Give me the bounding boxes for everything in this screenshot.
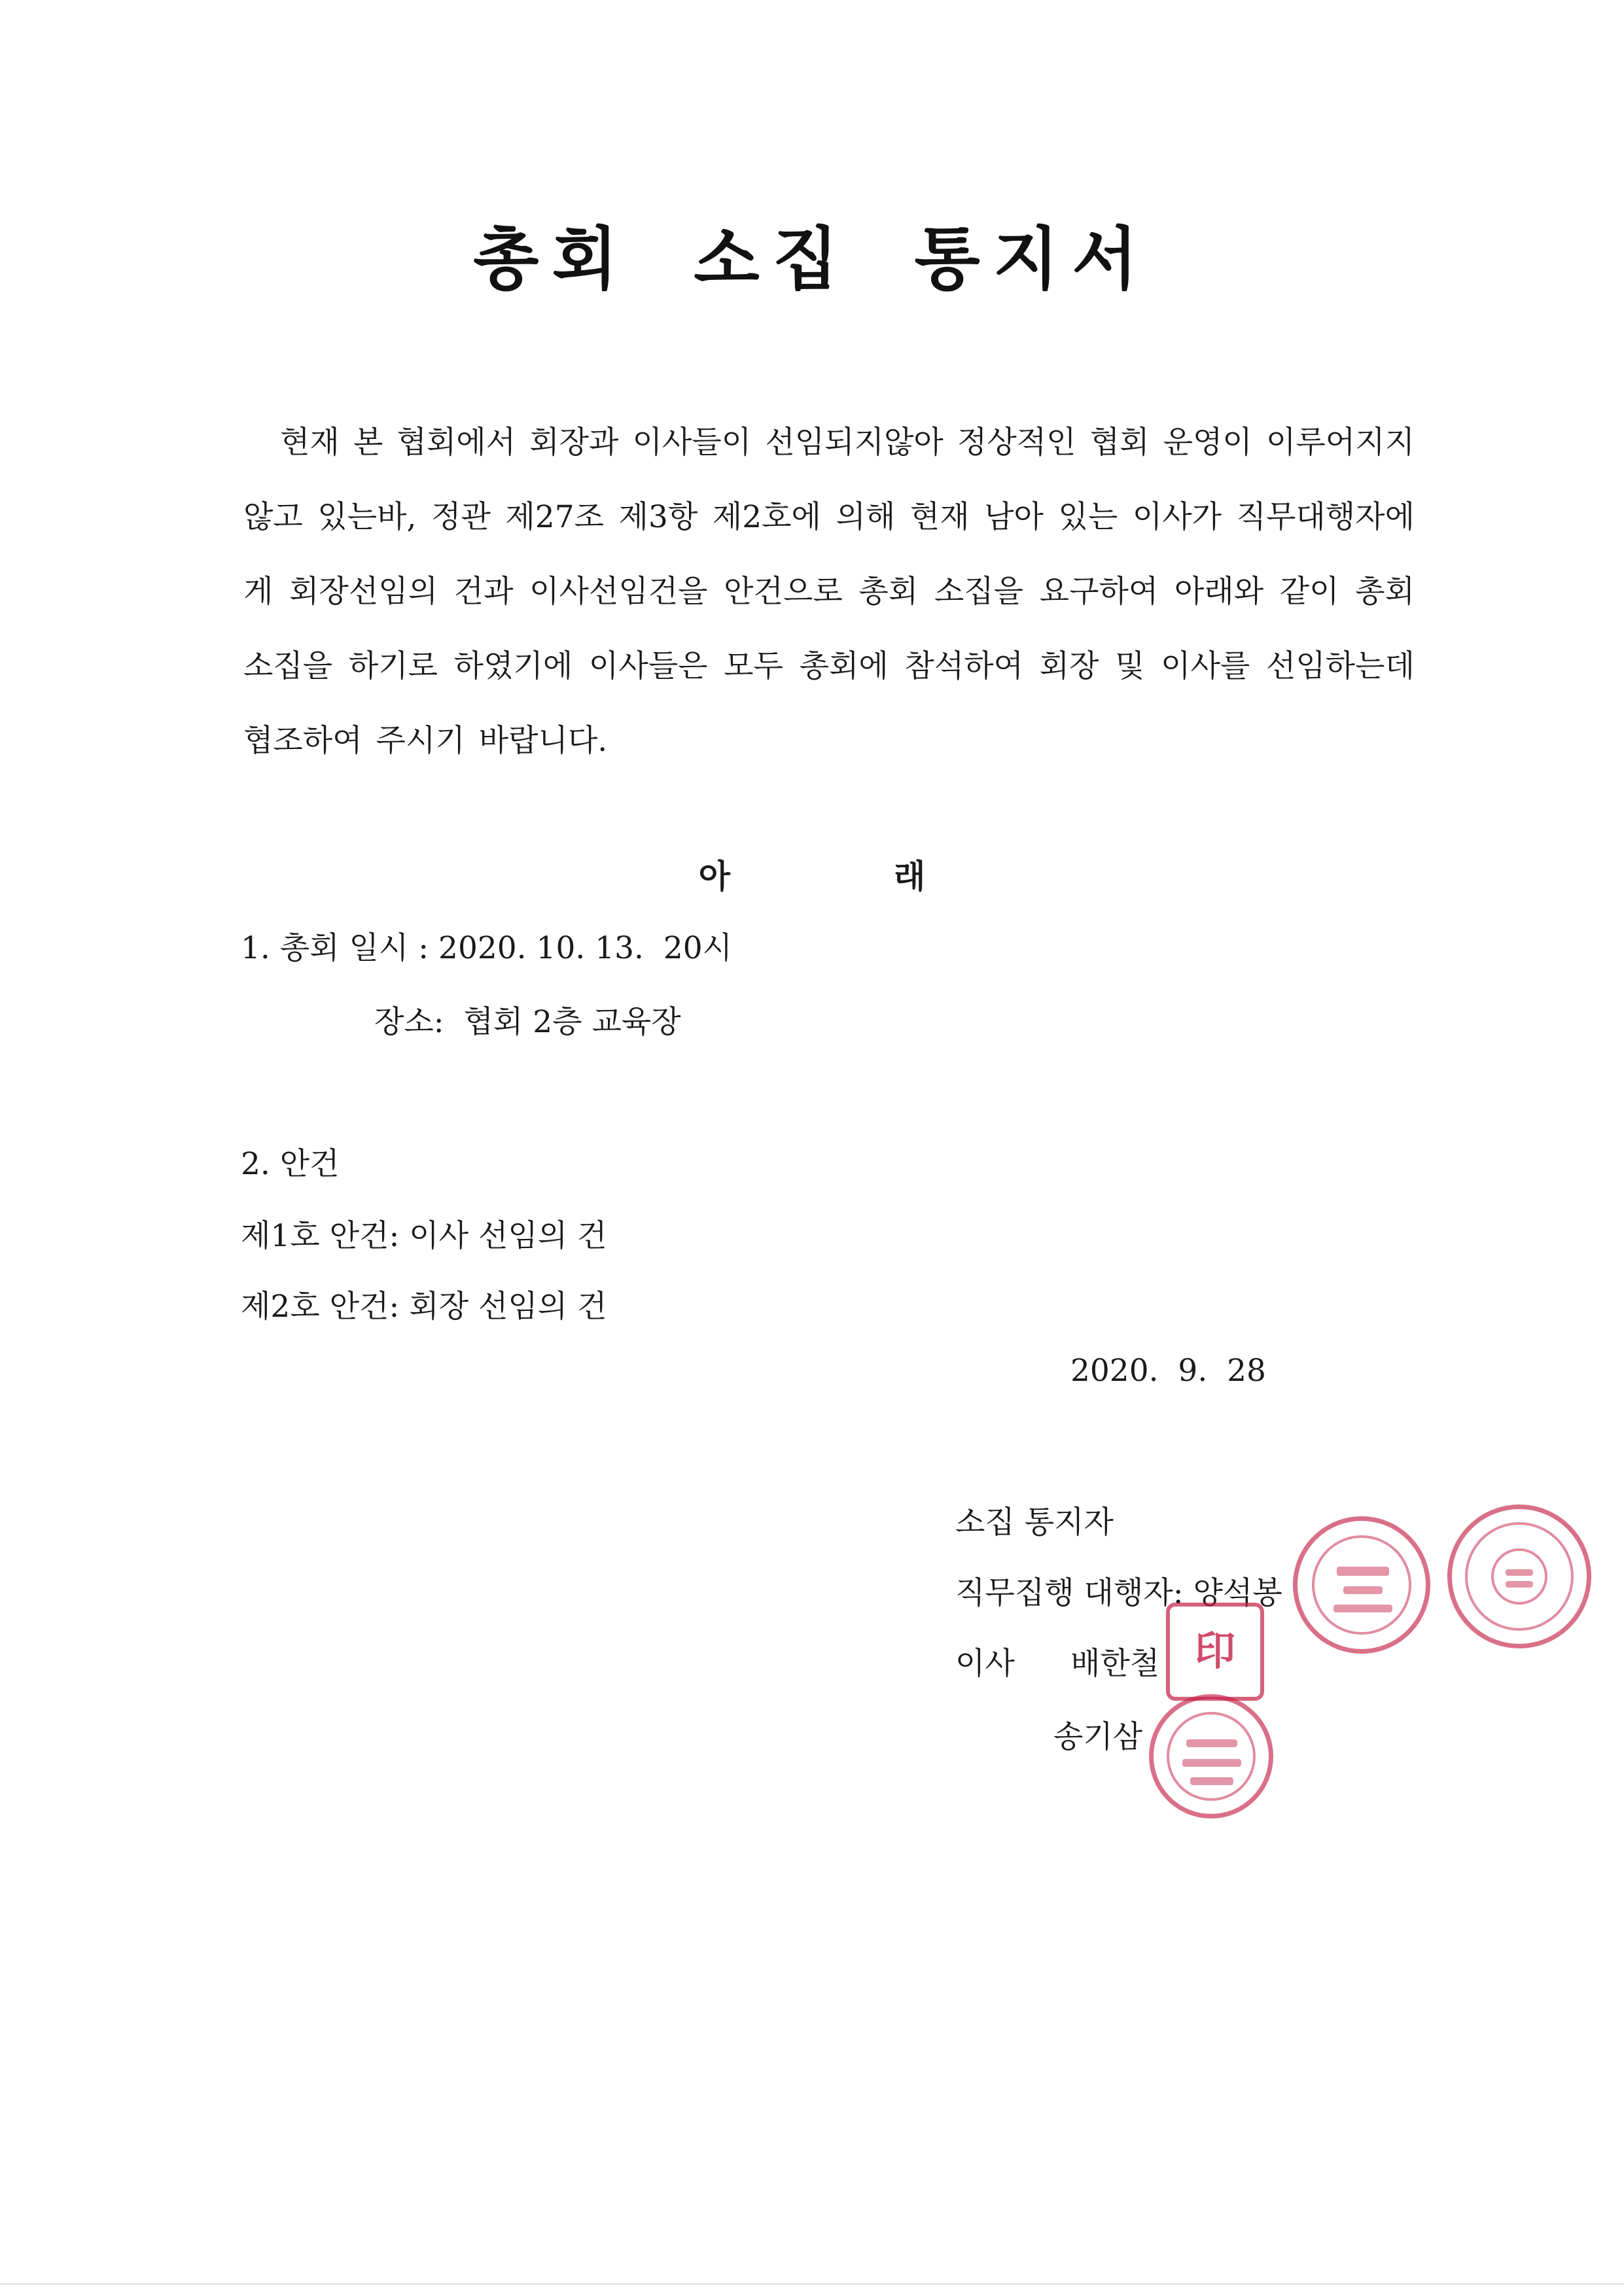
- below-heading-right: 래: [894, 857, 926, 896]
- acting-representative: 직무집행 대행자: 양석봉: [955, 1575, 1282, 1611]
- agenda-item-1: 제1호 안건: 이사 선임의 건: [241, 1218, 607, 1254]
- director-label: 이사: [955, 1646, 1015, 1682]
- director-name-2: 송기삼: [1053, 1719, 1143, 1755]
- round-seal-stamp: [1293, 1516, 1430, 1654]
- seal-glyph: 印: [1194, 1627, 1235, 1675]
- agenda-heading: 2. 안건: [241, 1146, 340, 1182]
- director-name-1: 배한철: [1070, 1646, 1160, 1682]
- director-seal-stamp: [1166, 1603, 1264, 1701]
- document-title: 총회 소집 통지서: [473, 218, 1151, 299]
- meeting-datetime: 1. 총회 일시 : 2020. 10. 13. 20시: [241, 930, 733, 966]
- below-heading-left: 아: [698, 857, 730, 896]
- sender-label: 소집 통지자: [955, 1505, 1114, 1540]
- meeting-place: 장소: 협회 2층 교육장: [374, 1004, 681, 1040]
- body-paragraph: 현재 본 협회에서 회장과 이사들이 선임되지않아 정상적인 협회 운영이 이루어지지 않고 있는바, 정관 제27조 제3항 제2호에 의해 현재 남아 있는 이사가 직무대행자에게 회장선임의 건과 이사선임건을 안건으로 총회 소집을 요구하여 아래와 같이 총회 소집을 하기로 하였기에 이사들은 모두 총회에 참석하여 회장 및 이사를 선임하는데 협조하여 주시기 바랍니다.: [243, 425, 1415, 759]
- agenda-item-2: 제2호 안건: 회장 선임의 건: [241, 1289, 607, 1325]
- notice-date: 2020. 9. 28: [1070, 1353, 1266, 1389]
- below-heading: [0, 850, 1624, 897]
- director-round-stamp: [1149, 1694, 1273, 1818]
- page-bottom-edge: [0, 2283, 1624, 2285]
- association-seal-stamp: [1447, 1505, 1591, 1648]
